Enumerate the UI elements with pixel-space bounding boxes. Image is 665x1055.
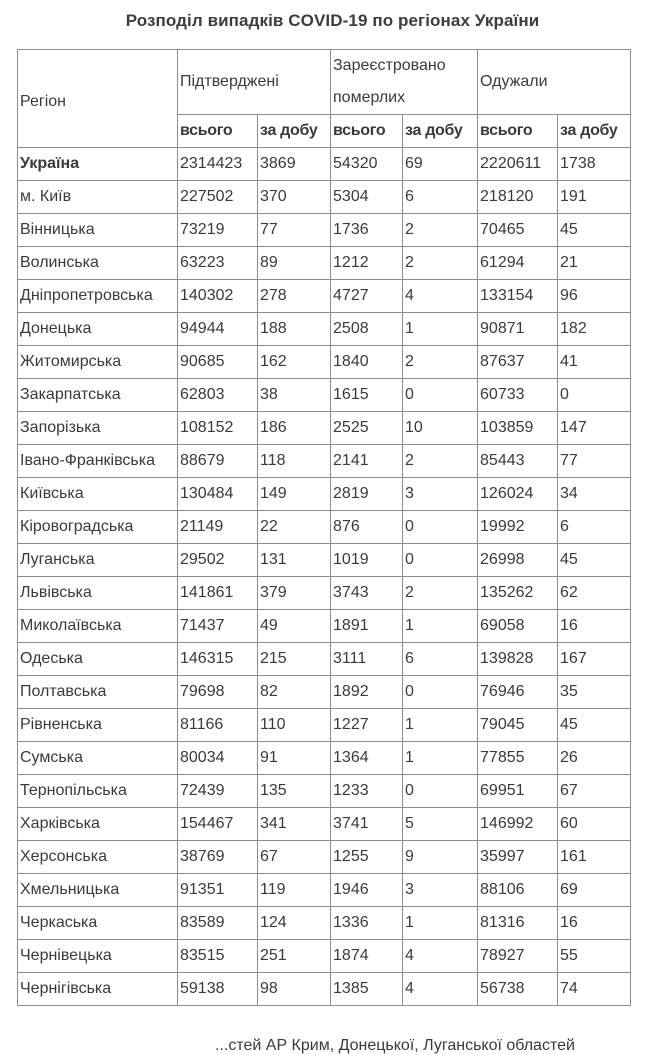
table-header bbox=[18, 50, 631, 148]
confirmed-total-cell: 83515 bbox=[178, 940, 258, 973]
confirmed-total-cell: 59138 bbox=[178, 973, 258, 1006]
table-row bbox=[18, 214, 631, 247]
recovered-day-cell: 45 bbox=[558, 709, 631, 742]
deaths-day-cell: 1 bbox=[403, 709, 478, 742]
recovered-total-cell: 135262 bbox=[478, 577, 558, 610]
deaths-total-cell: 3743 bbox=[331, 577, 403, 610]
deaths-day-cell: 0 bbox=[403, 544, 478, 577]
region-cell: Київська bbox=[18, 478, 178, 511]
deaths-total-cell: 2525 bbox=[331, 412, 403, 445]
table-row bbox=[18, 907, 631, 940]
deaths-total-cell: 1891 bbox=[331, 610, 403, 643]
deaths-day-cell: 2 bbox=[403, 346, 478, 379]
deaths-day-cell: 3 bbox=[403, 874, 478, 907]
recovered-day-cell: 35 bbox=[558, 676, 631, 709]
region-cell: Полтавська bbox=[18, 676, 178, 709]
confirmed-day-cell: 188 bbox=[258, 313, 331, 346]
header-confirmed: Підтверджені bbox=[178, 50, 331, 115]
confirmed-total-cell: 141861 bbox=[178, 577, 258, 610]
confirmed-total-cell: 80034 bbox=[178, 742, 258, 775]
region-cell: м. Київ bbox=[18, 181, 178, 214]
recovered-day-cell: 34 bbox=[558, 478, 631, 511]
confirmed-day-cell: 341 bbox=[258, 808, 331, 841]
header-recovered: Одужали bbox=[478, 50, 631, 115]
recovered-total-cell: 26998 bbox=[478, 544, 558, 577]
recovered-total-cell: 90871 bbox=[478, 313, 558, 346]
table-row bbox=[18, 511, 631, 544]
confirmed-day-cell: 131 bbox=[258, 544, 331, 577]
table-row bbox=[18, 478, 631, 511]
deaths-total-cell: 1019 bbox=[331, 544, 403, 577]
region-cell: Чернігівська bbox=[18, 973, 178, 1006]
deaths-total-cell: 3741 bbox=[331, 808, 403, 841]
deaths-total-cell: 1615 bbox=[331, 379, 403, 412]
recovered-day-cell: 0 bbox=[558, 379, 631, 412]
deaths-total-cell: 1233 bbox=[331, 775, 403, 808]
page-title: Розподіл випадків COVID-19 по регіонах України bbox=[125, 11, 540, 30]
deaths-total-cell: 1385 bbox=[331, 973, 403, 1006]
table-row bbox=[18, 808, 631, 841]
deaths-total-cell: 1336 bbox=[331, 907, 403, 940]
recovered-total-cell: 218120 bbox=[478, 181, 558, 214]
deaths-day-cell: 1 bbox=[403, 742, 478, 775]
header-recovered-total: всього bbox=[478, 115, 558, 148]
region-cell: Миколаївська bbox=[18, 610, 178, 643]
confirmed-day-cell: 278 bbox=[258, 280, 331, 313]
confirmed-total-cell: 81166 bbox=[178, 709, 258, 742]
recovered-total-cell: 87637 bbox=[478, 346, 558, 379]
confirmed-day-cell: 77 bbox=[258, 214, 331, 247]
deaths-day-cell: 0 bbox=[403, 379, 478, 412]
confirmed-total-cell: 94944 bbox=[178, 313, 258, 346]
confirmed-day-cell: 186 bbox=[258, 412, 331, 445]
confirmed-total-cell: 108152 bbox=[178, 412, 258, 445]
recovered-day-cell: 16 bbox=[558, 610, 631, 643]
confirmed-day-cell: 162 bbox=[258, 346, 331, 379]
recovered-day-cell: 182 bbox=[558, 313, 631, 346]
recovered-total-cell: 60733 bbox=[478, 379, 558, 412]
deaths-total-cell: 1946 bbox=[331, 874, 403, 907]
recovered-total-cell: 69951 bbox=[478, 775, 558, 808]
region-cell: Харківська bbox=[18, 808, 178, 841]
confirmed-total-cell: 79698 bbox=[178, 676, 258, 709]
deaths-total-cell: 1255 bbox=[331, 841, 403, 874]
table-row bbox=[18, 346, 631, 379]
deaths-day-cell: 4 bbox=[403, 973, 478, 1006]
deaths-day-cell: 4 bbox=[403, 940, 478, 973]
recovered-day-cell: 96 bbox=[558, 280, 631, 313]
table-row-total bbox=[18, 148, 631, 181]
recovered-day-cell: 69 bbox=[558, 874, 631, 907]
table-row bbox=[18, 742, 631, 775]
confirmed-day-cell: 379 bbox=[258, 577, 331, 610]
confirmed-day-cell: 98 bbox=[258, 973, 331, 1006]
deaths-day-cell: 69 bbox=[403, 148, 478, 181]
confirmed-total-cell: 227502 bbox=[178, 181, 258, 214]
recovered-total-cell: 139828 bbox=[478, 643, 558, 676]
confirmed-day-cell: 67 bbox=[258, 841, 331, 874]
confirmed-total-cell: 71437 bbox=[178, 610, 258, 643]
region-cell: Черкаська bbox=[18, 907, 178, 940]
deaths-day-cell: 6 bbox=[403, 643, 478, 676]
recovered-day-cell: 16 bbox=[558, 907, 631, 940]
table-row bbox=[18, 247, 631, 280]
confirmed-total-cell: 38769 bbox=[178, 841, 258, 874]
region-cell: Рівненська bbox=[18, 709, 178, 742]
recovered-total-cell: 2220611 bbox=[478, 148, 558, 181]
region-cell: Львівська bbox=[18, 577, 178, 610]
table-row bbox=[18, 313, 631, 346]
deaths-day-cell: 10 bbox=[403, 412, 478, 445]
region-cell: Донецька bbox=[18, 313, 178, 346]
recovered-total-cell: 61294 bbox=[478, 247, 558, 280]
confirmed-total-cell: 63223 bbox=[178, 247, 258, 280]
recovered-total-cell: 70465 bbox=[478, 214, 558, 247]
table-row bbox=[18, 709, 631, 742]
table-row bbox=[18, 445, 631, 478]
recovered-day-cell: 62 bbox=[558, 577, 631, 610]
confirmed-total-cell: 140302 bbox=[178, 280, 258, 313]
table-row bbox=[18, 577, 631, 610]
recovered-total-cell: 76946 bbox=[478, 676, 558, 709]
confirmed-total-cell: 130484 bbox=[178, 478, 258, 511]
recovered-day-cell: 21 bbox=[558, 247, 631, 280]
deaths-total-cell: 1212 bbox=[331, 247, 403, 280]
deaths-total-cell: 2508 bbox=[331, 313, 403, 346]
confirmed-total-cell: 154467 bbox=[178, 808, 258, 841]
confirmed-total-cell: 83589 bbox=[178, 907, 258, 940]
header-confirmed-day: за добу bbox=[258, 115, 331, 148]
recovered-total-cell: 19992 bbox=[478, 511, 558, 544]
confirmed-total-cell: 2314423 bbox=[178, 148, 258, 181]
region-cell: Волинська bbox=[18, 247, 178, 280]
recovered-day-cell: 147 bbox=[558, 412, 631, 445]
deaths-day-cell: 1 bbox=[403, 313, 478, 346]
confirmed-day-cell: 124 bbox=[258, 907, 331, 940]
table-row bbox=[18, 544, 631, 577]
deaths-day-cell: 4 bbox=[403, 280, 478, 313]
region-cell: Чернівецька bbox=[18, 940, 178, 973]
deaths-total-cell: 1227 bbox=[331, 709, 403, 742]
confirmed-day-cell: 22 bbox=[258, 511, 331, 544]
recovered-total-cell: 126024 bbox=[478, 478, 558, 511]
deaths-day-cell: 2 bbox=[403, 445, 478, 478]
deaths-total-cell: 2819 bbox=[331, 478, 403, 511]
recovered-total-cell: 133154 bbox=[478, 280, 558, 313]
deaths-total-cell: 3111 bbox=[331, 643, 403, 676]
region-cell: Закарпатська bbox=[18, 379, 178, 412]
recovered-total-cell: 35997 bbox=[478, 841, 558, 874]
region-cell: Сумська bbox=[18, 742, 178, 775]
confirmed-day-cell: 251 bbox=[258, 940, 331, 973]
deaths-day-cell: 3 bbox=[403, 478, 478, 511]
table-row bbox=[18, 973, 631, 1006]
table-row bbox=[18, 643, 631, 676]
header-confirmed-total: всього bbox=[178, 115, 258, 148]
deaths-total-cell: 4727 bbox=[331, 280, 403, 313]
recovered-day-cell: 45 bbox=[558, 544, 631, 577]
confirmed-day-cell: 118 bbox=[258, 445, 331, 478]
recovered-day-cell: 45 bbox=[558, 214, 631, 247]
header-deaths-total: всього bbox=[331, 115, 403, 148]
region-cell: Кіровоградська bbox=[18, 511, 178, 544]
header-deaths: Зареєстровано померлих bbox=[331, 50, 478, 115]
region-cell: Україна bbox=[18, 148, 178, 181]
recovered-total-cell: 77855 bbox=[478, 742, 558, 775]
confirmed-total-cell: 62803 bbox=[178, 379, 258, 412]
confirmed-total-cell: 72439 bbox=[178, 775, 258, 808]
region-cell: Вінницька bbox=[18, 214, 178, 247]
confirmed-day-cell: 215 bbox=[258, 643, 331, 676]
table-row bbox=[18, 940, 631, 973]
confirmed-day-cell: 149 bbox=[258, 478, 331, 511]
confirmed-day-cell: 110 bbox=[258, 709, 331, 742]
confirmed-day-cell: 82 bbox=[258, 676, 331, 709]
deaths-total-cell: 2141 bbox=[331, 445, 403, 478]
recovered-day-cell: 67 bbox=[558, 775, 631, 808]
deaths-day-cell: 2 bbox=[403, 577, 478, 610]
deaths-day-cell: 2 bbox=[403, 214, 478, 247]
confirmed-total-cell: 88679 bbox=[178, 445, 258, 478]
table-row bbox=[18, 280, 631, 313]
confirmed-day-cell: 38 bbox=[258, 379, 331, 412]
table-row bbox=[18, 379, 631, 412]
deaths-total-cell: 1364 bbox=[331, 742, 403, 775]
deaths-day-cell: 1 bbox=[403, 610, 478, 643]
deaths-day-cell: 9 bbox=[403, 841, 478, 874]
confirmed-total-cell: 91351 bbox=[178, 874, 258, 907]
recovered-day-cell: 55 bbox=[558, 940, 631, 973]
region-cell: Хмельницька bbox=[18, 874, 178, 907]
recovered-total-cell: 79045 bbox=[478, 709, 558, 742]
recovered-day-cell: 41 bbox=[558, 346, 631, 379]
recovered-day-cell: 60 bbox=[558, 808, 631, 841]
recovered-day-cell: 1738 bbox=[558, 148, 631, 181]
confirmed-day-cell: 119 bbox=[258, 874, 331, 907]
confirmed-day-cell: 135 bbox=[258, 775, 331, 808]
confirmed-day-cell: 370 bbox=[258, 181, 331, 214]
deaths-day-cell: 0 bbox=[403, 676, 478, 709]
recovered-total-cell: 81316 bbox=[478, 907, 558, 940]
deaths-day-cell: 1 bbox=[403, 907, 478, 940]
deaths-day-cell: 0 bbox=[403, 775, 478, 808]
confirmed-total-cell: 146315 bbox=[178, 643, 258, 676]
confirmed-day-cell: 3869 bbox=[258, 148, 331, 181]
confirmed-total-cell: 21149 bbox=[178, 511, 258, 544]
table-row bbox=[18, 181, 631, 214]
recovered-day-cell: 161 bbox=[558, 841, 631, 874]
recovered-total-cell: 103859 bbox=[478, 412, 558, 445]
confirmed-day-cell: 49 bbox=[258, 610, 331, 643]
table-row bbox=[18, 610, 631, 643]
recovered-day-cell: 191 bbox=[558, 181, 631, 214]
confirmed-total-cell: 73219 bbox=[178, 214, 258, 247]
deaths-total-cell: 1840 bbox=[331, 346, 403, 379]
deaths-total-cell: 5304 bbox=[331, 181, 403, 214]
confirmed-total-cell: 29502 bbox=[178, 544, 258, 577]
region-cell: Дніпропетровська bbox=[18, 280, 178, 313]
deaths-total-cell: 1874 bbox=[331, 940, 403, 973]
recovered-day-cell: 6 bbox=[558, 511, 631, 544]
recovered-total-cell: 56738 bbox=[478, 973, 558, 1006]
deaths-total-cell: 1736 bbox=[331, 214, 403, 247]
region-cell: Херсонська bbox=[18, 841, 178, 874]
deaths-day-cell: 5 bbox=[403, 808, 478, 841]
recovered-day-cell: 74 bbox=[558, 973, 631, 1006]
recovered-total-cell: 88106 bbox=[478, 874, 558, 907]
recovered-day-cell: 77 bbox=[558, 445, 631, 478]
footnote-fragment: ...стей АР Крим, Донецької, Луганської областей bbox=[215, 1037, 575, 1054]
header-recovered-day: за добу bbox=[558, 115, 631, 148]
confirmed-day-cell: 89 bbox=[258, 247, 331, 280]
deaths-day-cell: 0 bbox=[403, 511, 478, 544]
covid-regions-table bbox=[17, 49, 631, 1006]
deaths-day-cell: 6 bbox=[403, 181, 478, 214]
recovered-total-cell: 78927 bbox=[478, 940, 558, 973]
region-cell: Тернопільська bbox=[18, 775, 178, 808]
deaths-total-cell: 54320 bbox=[331, 148, 403, 181]
table-row bbox=[18, 841, 631, 874]
table-row bbox=[18, 874, 631, 907]
table-row bbox=[18, 775, 631, 808]
header-region: Регіон bbox=[18, 50, 178, 148]
recovered-day-cell: 26 bbox=[558, 742, 631, 775]
recovered-day-cell: 167 bbox=[558, 643, 631, 676]
region-cell: Житомирська bbox=[18, 346, 178, 379]
deaths-total-cell: 876 bbox=[331, 511, 403, 544]
table-row bbox=[18, 412, 631, 445]
recovered-total-cell: 69058 bbox=[478, 610, 558, 643]
region-cell: Івано-​Франківська bbox=[18, 445, 178, 478]
header-deaths-day: за добу bbox=[403, 115, 478, 148]
confirmed-total-cell: 90685 bbox=[178, 346, 258, 379]
table-row bbox=[18, 676, 631, 709]
confirmed-day-cell: 91 bbox=[258, 742, 331, 775]
recovered-total-cell: 85443 bbox=[478, 445, 558, 478]
deaths-total-cell: 1892 bbox=[331, 676, 403, 709]
header-row-groups bbox=[18, 50, 631, 115]
region-cell: Запорізька bbox=[18, 412, 178, 445]
recovered-total-cell: 146992 bbox=[478, 808, 558, 841]
deaths-day-cell: 2 bbox=[403, 247, 478, 280]
table-body bbox=[18, 148, 631, 1006]
region-cell: Одеська bbox=[18, 643, 178, 676]
region-cell: Луганська bbox=[18, 544, 178, 577]
